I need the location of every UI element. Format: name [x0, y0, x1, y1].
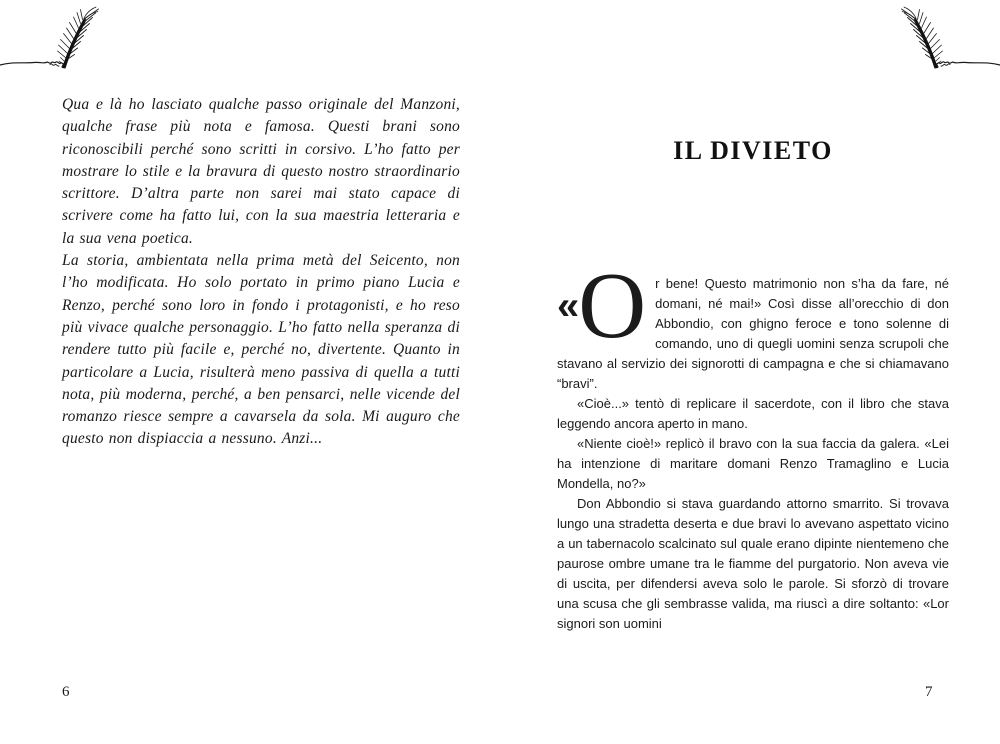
- paragraph: Don Abbondio si stava guardando attorno smarrito. Si trovava lungo una stradetta deserta e due bravi lo avevano aspettato vicino a un tabernacolo scalcinato sul quale erano dipinte nientemeno che paurose ombre umane tra le fiamme del purgatorio. Non aveva vie di uscita, per difendersi aveva solo le parole. Si sforzò di trovare una scusa che gli sembrasse valida, ma riuscì a dire soltanto: «Lor signori son uomini: [557, 496, 949, 631]
- page-number-right: 7: [925, 684, 933, 700]
- page-number-left: 6: [62, 684, 70, 700]
- quill-feather-icon: [0, 2, 150, 80]
- paragraph-text: r bene! Questo matrimonio non s’ha da fare, né domani, né mai!» Così disse all’orecchio di don Abbondio, con ghigno feroce e tono solenne di comando, uno di quegli uomini senza scrupoli che stavano al servizio dei signorotti di campagna e che si chiamavano “bravi”.: [557, 276, 949, 391]
- dropcap-letter: O: [578, 254, 647, 358]
- left-page: [62, 94, 460, 451]
- chapter-title: IL DIVIETO: [673, 136, 833, 165]
- chapter-body: [557, 254, 949, 634]
- paragraph: «Niente cioè!» replicò il bravo con la sua faccia da galera. «Lei ha intenzione di maritare domani Renzo Tramaglino e Lucia Mondella, no?»: [557, 436, 949, 491]
- paragraph: «Cioè...» tentò di replicare il sacerdote, con il libro che stava leggendo ancora aperto in mano.: [557, 396, 949, 431]
- open-guillemet: «: [557, 284, 576, 328]
- author-note-paragraph: La storia, ambientata nella prima metà del Seicento, non l’ho modificata. Ho solo portato in primo piano Lucia e Renzo, perché sono loro in fondo i protagonisti, e ho reso più vivace qualche personaggio. L’ho fatto nella speranza di rendere tutto più facile e, perché no, divertente. Quanto in particolare a Lucia, risulterà meno passiva di quella a tutti nota, più moderna, perché, a ben pensarci, nelle vicende del romanzo riesce sempre a cavarsela da sola. Mi auguro che questo non dispiaccia a nessuno. Anzi...: [62, 252, 460, 448]
- author-note-paragraph: Qua e là ho lasciato qualche passo originale del Manzoni, qualche frase più nota e famosa. Questi brani sono riconoscibili perché sono scritti in corsivo. L’ho fatto per mostrare lo stile e la bravura di questo nostro straordinario scrittore. D’altra parte non sarei mai stato capace di scrivere come ha fatto lui, con la sua maestria letteraria e la sua vena poetica.: [62, 96, 460, 247]
- quill-feather-icon: [850, 2, 1000, 80]
- dropcap: [557, 254, 647, 358]
- chapter-opening-paragraph: [557, 254, 949, 394]
- right-page: [557, 120, 949, 634]
